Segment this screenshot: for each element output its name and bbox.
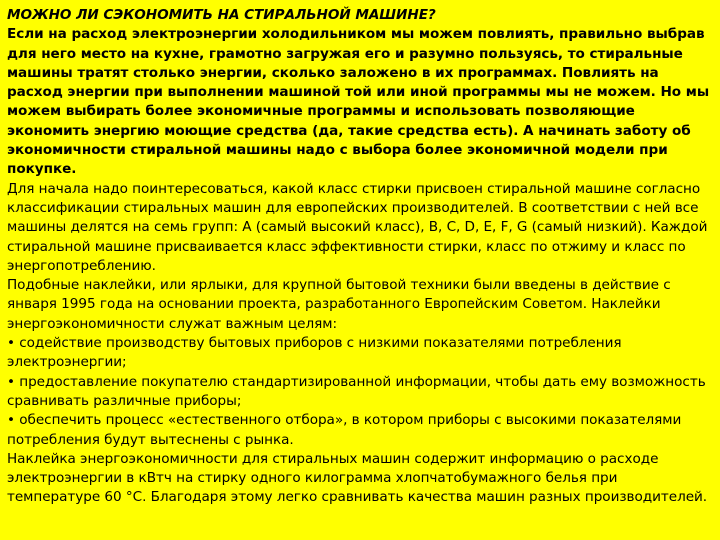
bullet-item-information: • предоставление покупателю стандартизированной информации, чтобы дать ему возможность сравнивать различные приборы; (7, 373, 706, 409)
paragraph-label-content: Наклейка энергоэкономичности для стиральных машин содержит информацию о расходе электроэнергии в кВтч на стирку одного килограмма хлопчатобумажного белья при температуре 60 °С. Благодаря этому легко сравнивать качества машин разных производителей. (7, 450, 708, 506)
page-title: МОЖНО ЛИ СЭКОНОМИТЬ НА СТИРАЛЬНОЙ МАШИНЕ? (7, 7, 436, 23)
bullet-item-selection: • обеспечить процесс «естественного отбора», в котором приборы с высокими показателями потребления будут вытеснены с рынка. (7, 412, 682, 448)
intro-paragraph: Если на расход электроэнергии холодильником мы можем повлиять, правильно выбрав для него место на кухне, грамотно загружая его и разумно пользуясь, то стиральные машины тратят столько энергии, сколько заложено в их программах. Повлиять на расход энергии при выполнении машиной той или иной программы мы не можем. Но мы можем выбирать более экономичные программы и использовать позволяющие экономить энергию моющие средства (да, такие средства есть). А начинать заботу об экономичности стиральной машины надо с выбора более экономичной модели при покупке. (7, 26, 710, 178)
paragraph-labels: Подобные наклейки, или ярлыки, для крупной бытовой техники были введены в действие с января 1995 года на основании проекта, разработанного Европейским Советом. Наклейки энергоэкономичности служат важным целям: (7, 277, 671, 332)
paragraph-classification: Для начала надо поинтересоваться, какой класс стирки присвоен стиральной машине согласно классификации стиральных машин для европейских производителей. В соответствии с ней все машины делятся на семь групп: А (самый высокий класс), В, С, D, E, F, G (самый низкий). Каждой стиральной машине присваивается класс эффективности стирки, класс по отжиму и класс по энергопотреблению. (7, 180, 708, 274)
bullet-item-production: • содействие производству бытовых приборов с низкими показателями потребления электроэнергии; (7, 335, 622, 371)
